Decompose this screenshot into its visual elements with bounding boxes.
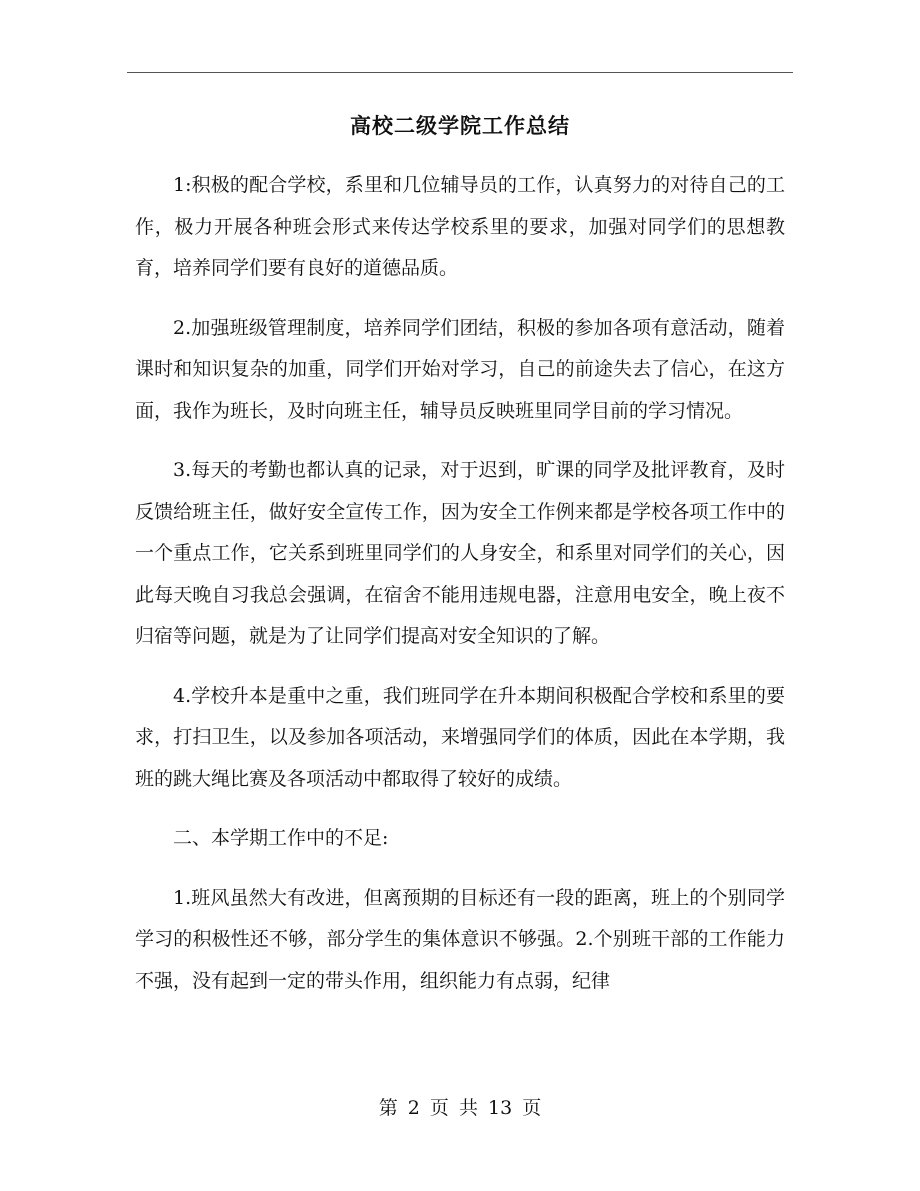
paragraph-2: 2.加强班级管理制度，培养同学们团结，积极的参加各项有意活动，随着课时和知识复杂的加重，同学们开始对学习，自己的前途失去了信心，在这方面，我作为班长，及时向班主任，辅导员反映班里同学目前的学习情况。 (135, 316, 785, 422)
paragraph-4: 4.学校升本是重中之重，我们班同学在升本期间积极配合学校和系里的要求，打扫卫生，以及参加各项活动，来增强同学们的体质，因此在本学期，我班的跳大绳比赛及各项活动中都取得了较好的成绩。 (135, 684, 785, 790)
paragraph-3: 3.每天的考勤也都认真的记录，对于迟到，旷课的同学及批评教育，及时反馈给班主任，做好安全宣传工作，因为安全工作例来都是学校各项工作中的一个重点工作，它关系到班里同学们的人身安全，和系里对同学们的关心，因此每天晚自习我总会强调，在宿舍不能用违规电器，注意用电安全，晚上夜不归宿等问题，就是为了让同学们提高对安全知识的了解。 (135, 459, 785, 647)
header-rule (127, 72, 793, 73)
document-title: 高校二级学院工作总结 (350, 113, 570, 138)
section-heading-shortcomings: 二、本学期工作中的不足: (173, 827, 389, 849)
paragraph-1: 1:积极的配合学校，系里和几位辅导员的工作，认真努力的对待自己的工作，极力开展各种班会形式来传达学校系里的要求，加强对同学们的思想教育，培养同学们要有良好的道德品质。 (135, 174, 785, 279)
paragraph-5: 1.班风虽然大有改进，但离预期的目标还有一段的距离，班上的个别同学学习的积极性还不够，部分学生的集体意识不够强。2.个别班干部的工作能力不强，没有起到一定的带头作用，组织能力有点弱，纪律 (135, 886, 785, 992)
document-body (135, 165, 785, 1020)
page-number-footer: 第 2 页 共 13 页 (378, 1097, 542, 1119)
